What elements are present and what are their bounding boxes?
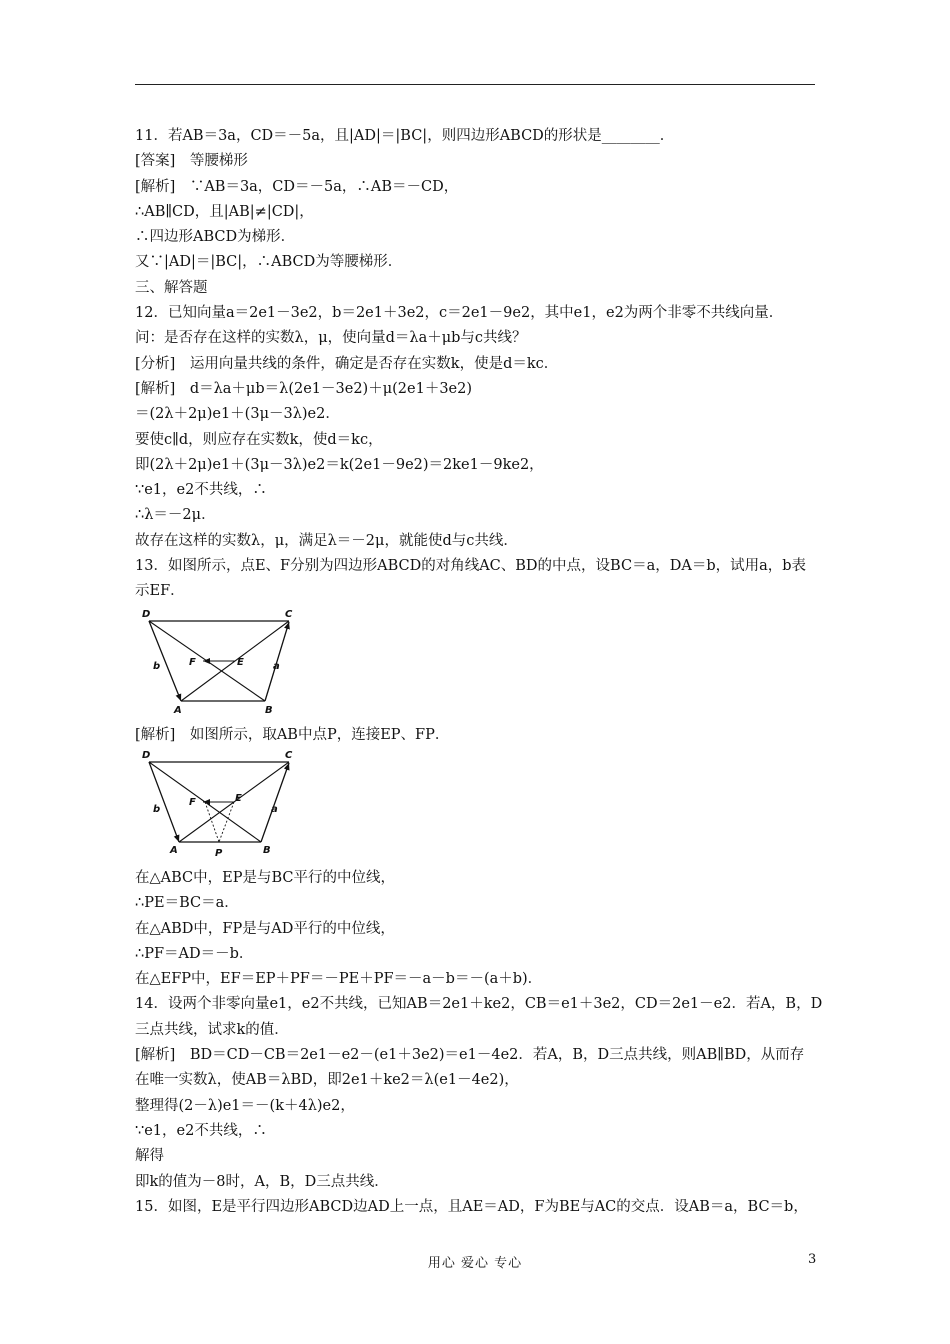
text-line: 在△EFP中，EF＝EP＋PF＝－PE＋PF＝－a－b＝－(a＋b)． xyxy=(135,971,543,988)
text-line: 示EF． xyxy=(135,583,185,600)
figure-label: b xyxy=(153,803,161,815)
figure-label: B xyxy=(263,844,271,856)
text-line: 即(2λ＋2μ)e1＋(3μ－3λ)e2＝k(2e1－9e2)＝2ke1－9ke2， xyxy=(135,456,544,473)
figure-label: F xyxy=(189,796,196,808)
text-line: 12．已知向量a＝2e1－3e2，b＝2e1＋3e2，c＝2e1－9e2，其中e1，e2为两个非零不共线向量． xyxy=(135,305,784,322)
text-line: 要使c∥d，则应存在实数k，使d＝kc， xyxy=(135,431,383,448)
text-line: ∴PE＝BC＝a． xyxy=(135,895,239,912)
text-line: [解析] d＝λa＋μb＝λ(2e1－3e2)＋μ(2e1＋3e2) xyxy=(135,380,473,397)
figure-label: P xyxy=(215,847,223,859)
text-line: ∴AB∥CD，且|AB|≠|CD|， xyxy=(135,203,314,220)
text-line: 即k的值为－8时，A，B，D三点共线． xyxy=(135,1173,389,1190)
figure-quadrilateral-midpoint xyxy=(139,750,825,862)
text-line: 又∵|AD|＝|BC|，∴ABCD为等腰梯形． xyxy=(135,254,403,271)
header-rule xyxy=(135,84,815,85)
figure-label: F xyxy=(189,656,196,668)
text-line: 13．如图所示，点E、F分别为四边形ABCD的对角线AC、BD的中点，设BC＝a，DA＝b，试用a，b表 xyxy=(135,558,807,575)
text-line: ∵e1，e2不共线，∴ xyxy=(135,482,267,499)
text-line: 三、解答题 xyxy=(135,279,208,296)
text-line: 解得 xyxy=(135,1148,164,1165)
text-line: 三点共线，试求k的值． xyxy=(135,1021,289,1038)
text-line: ∴λ＝－2μ． xyxy=(135,507,216,524)
figure-label: b xyxy=(153,660,161,672)
footer-slogan: 用心 爱心 专心 xyxy=(427,1256,523,1271)
figure-label: A xyxy=(174,704,182,716)
text-line: ∴四边形ABCD为梯形． xyxy=(135,229,296,246)
text-line: ＝(2λ＋2μ)e1＋(3μ－3λ)e2． xyxy=(135,406,340,423)
text-line: [答案] 等腰梯形 xyxy=(135,153,248,170)
text-line: 11．若AB＝3a，CD＝－5a，且|AD|＝|BC|，则四边形ABCD的形状是________． xyxy=(135,128,675,144)
figure-label: A xyxy=(170,844,178,856)
text-line: [解析] ∵AB＝3a，CD＝－5a，∴AB＝－CD， xyxy=(135,178,459,195)
figure-label: C xyxy=(285,608,293,620)
text-block-1 xyxy=(135,124,825,605)
figure-label: a xyxy=(273,660,280,672)
text-line: ∴PF＝AD＝－b． xyxy=(135,945,254,962)
figure-label: E xyxy=(237,656,244,668)
text-line: 问：是否存在这样的实数λ，μ，使向量d＝λa＋μb与c共线？ xyxy=(135,330,527,347)
text-line: 故存在这样的实数λ，μ，满足λ＝－2μ，就能使d与c共线． xyxy=(135,532,518,549)
text-line: [解析] 如图所示，取AB中点P，连接EP、FP． xyxy=(135,726,450,743)
text-line: ∵e1，e2不共线，∴ xyxy=(135,1122,267,1139)
figure-label: D xyxy=(142,749,151,761)
text-line: 在△ABC中，EP是与BC平行的中位线， xyxy=(135,869,396,886)
figure-label: D xyxy=(142,608,151,620)
text-line: 15．如图，E是平行四边形ABCD边AD上一点，且AE＝AD，F为BE与AC的交点．设AB＝a，BC＝b， xyxy=(135,1198,808,1215)
text-line: 在△ABD中，FP是与AD平行的中位线， xyxy=(135,920,395,937)
text-line: [解析] BD＝CD－CB＝2e1－e2－(e1＋3e2)＝e1－4e2．若A，B，D三点共线，则AB∥BD，从而存 xyxy=(135,1047,805,1064)
figure-label: a xyxy=(271,803,278,815)
page-number: 3 xyxy=(808,1252,817,1267)
page-content xyxy=(135,124,825,1220)
figure-label: E xyxy=(235,792,242,804)
text-line: 14．设两个非零向量e1，e2不共线，已知AB＝2e1＋ke2，CB＝e1＋3e2，CD＝2e1－e2．若A，B，D xyxy=(135,996,823,1013)
text-block-2 xyxy=(135,723,825,748)
figure-label: C xyxy=(285,749,293,761)
text-line: 在唯一实数λ，使AB＝λBD，即2e1＋ke2＝λ(e1－4e2)， xyxy=(135,1072,519,1089)
text-line: [分析] 运用向量共线的条件，确定是否存在实数k，使是d＝kc． xyxy=(135,355,559,372)
text-block-3 xyxy=(135,866,825,1220)
text-line: 整理得(2－λ)e1＝－(k＋4λ)e2， xyxy=(135,1097,355,1114)
figure-label: B xyxy=(265,704,273,716)
figure1-labels xyxy=(142,609,293,716)
figure-quadrilateral xyxy=(139,607,825,719)
